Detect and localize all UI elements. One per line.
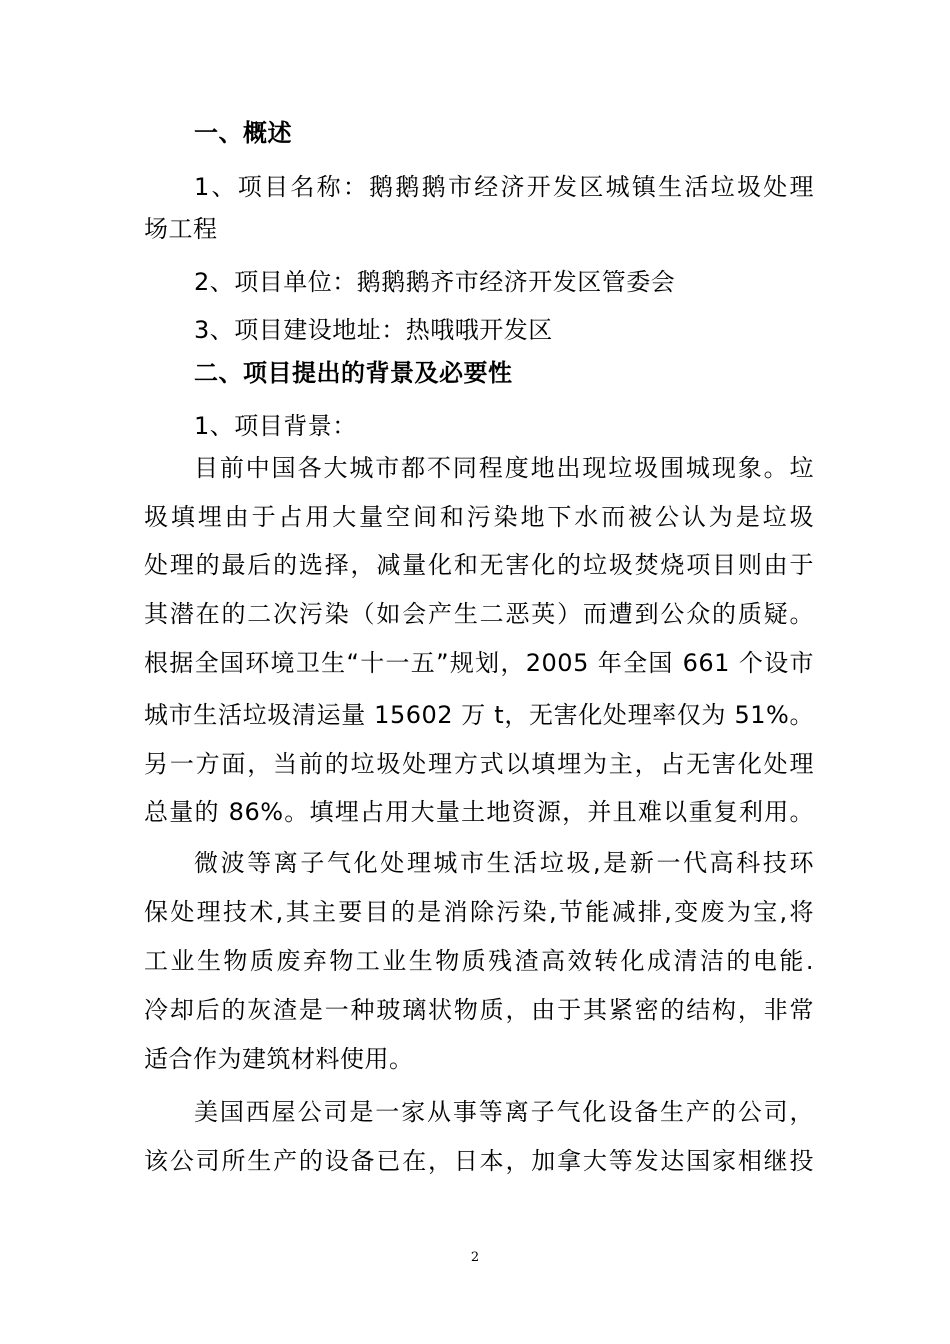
paragraph-line: 微波等离子气化处理城市生活垃圾,是新一代高科技环 bbox=[194, 849, 814, 877]
paragraph-line: 处理的最后的选择，减量化和无害化的垃圾焚烧项目则由于 bbox=[144, 551, 814, 579]
paragraph-line: 城市生活垃圾清运量 15602 万 t，无害化处理率仅为 51%。 bbox=[144, 701, 814, 729]
project-background-subheading: 1、项目背景： bbox=[194, 412, 357, 440]
paragraph-line: 冷却后的灰渣是一种玻璃状物质，由于其紧密的结构，非常 bbox=[144, 996, 814, 1024]
paragraph-line: 美国西屋公司是一家从事等离子气化设备生产的公司， bbox=[194, 1098, 814, 1126]
paragraph-line: 圾填埋由于占用大量空间和污染地下水而被公认为是垃圾 bbox=[144, 503, 814, 531]
paragraph-line: 另一方面，当前的垃圾处理方式以填埋为主，占无害化处理 bbox=[144, 750, 814, 778]
paragraph-line: 适合作为建筑材料使用。 bbox=[144, 1045, 414, 1073]
page-number: 2 bbox=[470, 1250, 480, 1265]
project-name-continuation: 场工程 bbox=[144, 215, 218, 243]
paragraph-line: 目前中国各大城市都不同程度地出现垃圾围城现象。垃 bbox=[194, 454, 814, 482]
paragraph-line: 该公司所生产的设备已在，日本，加拿大等发达国家相继投 bbox=[144, 1147, 814, 1175]
paragraph-line: 工业生物质废弃物工业生物质残渣高效转化成清洁的电能. bbox=[144, 947, 814, 975]
paragraph-line: 其潜在的二次污染（如会产生二恶英）而遭到公众的质疑。 bbox=[144, 600, 814, 628]
project-name-line: 1、项目名称：鹅鹅鹅市经济开发区城镇生活垃圾处理 bbox=[194, 173, 814, 201]
paragraph-line: 保处理技术,其主要目的是消除污染,节能减排,变废为宝,将 bbox=[144, 898, 814, 926]
section-heading-background: 二、项目提出的背景及必要性 bbox=[194, 359, 513, 387]
paragraph-line: 根据全国环境卫生“十一五”规划，2005 年全国 661 个设市 bbox=[144, 649, 814, 677]
section-heading-overview: 一、概述 bbox=[194, 119, 292, 147]
project-unit-line: 2、项目单位：鹅鹅鹅齐市经济开发区管委会 bbox=[194, 268, 676, 296]
paragraph-line: 总量的 86%。填埋占用大量土地资源，并且难以重复利用。 bbox=[144, 798, 814, 826]
project-address-line: 3、项目建设地址：热哦哦开发区 bbox=[194, 316, 553, 344]
